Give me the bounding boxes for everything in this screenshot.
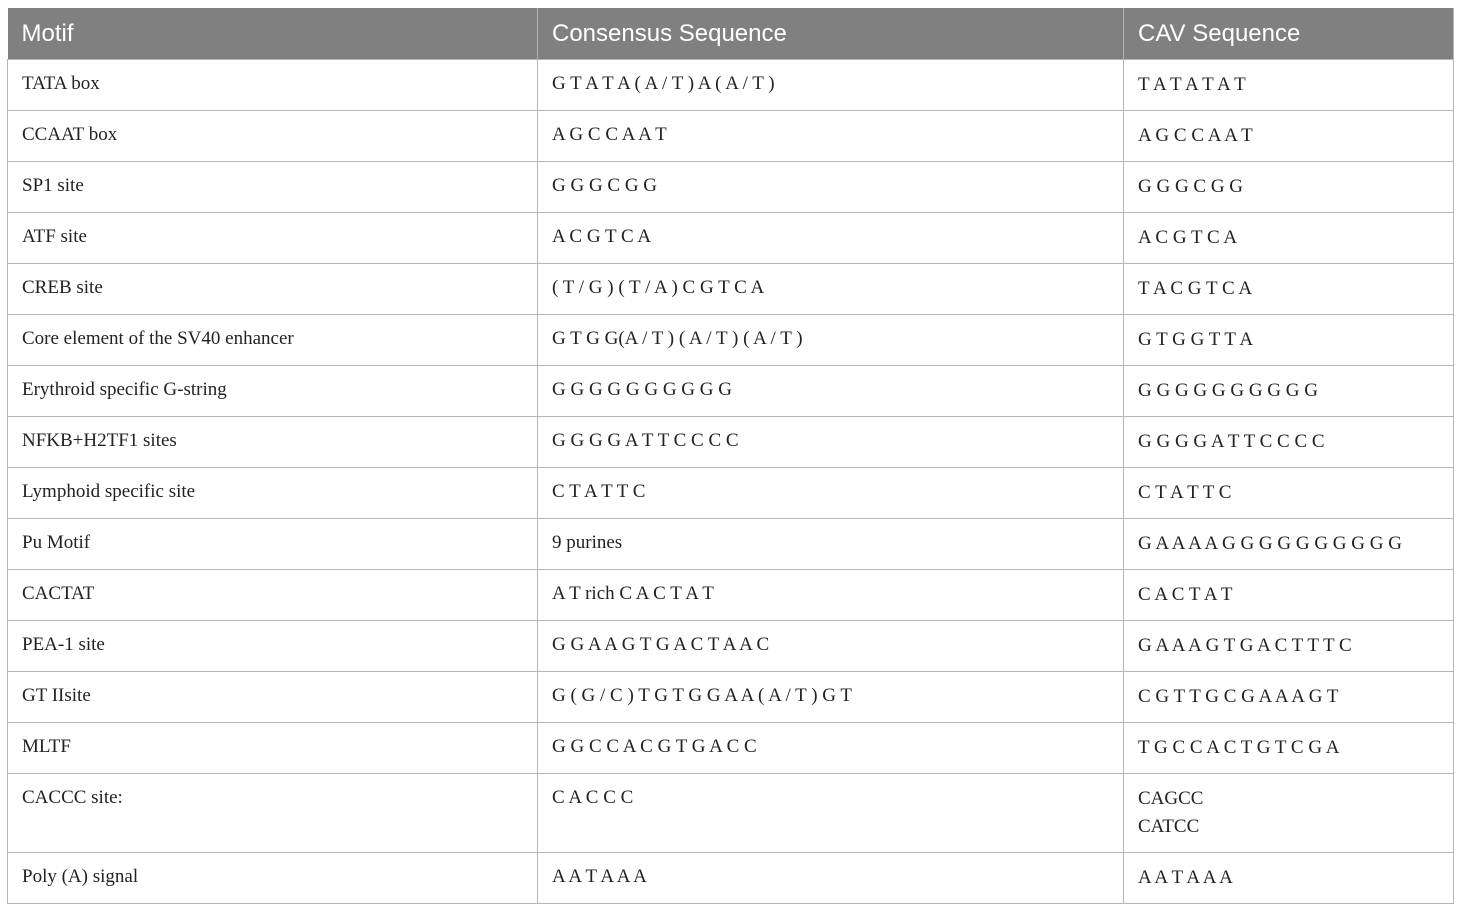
- motif-cell: Pu Motif: [8, 519, 538, 570]
- table-row: [8, 621, 1454, 672]
- header-motif: Motif: [8, 8, 538, 60]
- motif-cell: PEA-1 site: [8, 621, 538, 672]
- cav-sequence-cell: [1124, 621, 1454, 672]
- cav-sequence-cell: [1124, 366, 1454, 417]
- motif-cell: MLTF: [8, 723, 538, 774]
- cav-sequence-cell: [1124, 162, 1454, 213]
- motif-cell: Erythroid specific G-string: [8, 366, 538, 417]
- consensus-sequence-cell: G G C C A C G T G A C C: [538, 723, 1124, 774]
- cav-sequence-line: T A T A T A T: [1138, 74, 1246, 95]
- cav-sequence-line: G G G G A T T C C C C: [1138, 431, 1325, 452]
- table-row: [8, 468, 1454, 519]
- consensus-sequence-cell: A G C C A A T: [538, 111, 1124, 162]
- cav-sequence-cell: [1124, 723, 1454, 774]
- cav-sequence-line: G G G C G G: [1138, 176, 1244, 197]
- table-row: [8, 315, 1454, 366]
- cav-sequence-cell: [1124, 853, 1454, 904]
- consensus-sequence-cell: G G G C G G: [538, 162, 1124, 213]
- cav-sequence-cell: [1124, 417, 1454, 468]
- consensus-sequence-cell: G G G G A T T C C C C: [538, 417, 1124, 468]
- cav-sequence-line: G A A A A G G G G G G G G G G: [1138, 533, 1402, 554]
- motif-cell: CACCC site:: [8, 774, 538, 853]
- cav-sequence-line: T A C G T C A: [1138, 278, 1253, 299]
- cav-sequence-line: A C G T C A: [1138, 227, 1238, 248]
- cav-sequence-line: G T G G T T A: [1138, 329, 1254, 350]
- consensus-sequence-cell: C T A T T C: [538, 468, 1124, 519]
- cav-sequence-cell: [1124, 519, 1454, 570]
- cav-sequence-line: A G C C A A T: [1138, 125, 1253, 146]
- table-row: [8, 570, 1454, 621]
- cav-sequence-line: CATCC: [1138, 816, 1200, 837]
- cav-sequence-line: G G G G G G G G G G: [1138, 380, 1318, 401]
- motif-table: [7, 8, 1454, 904]
- table-row: [8, 264, 1454, 315]
- table-row: [8, 853, 1454, 904]
- table-row: [8, 60, 1454, 111]
- cav-sequence-cell: [1124, 264, 1454, 315]
- table-row: [8, 519, 1454, 570]
- table-row: [8, 723, 1454, 774]
- motif-cell: CREB site: [8, 264, 538, 315]
- consensus-sequence-cell: ( T / G ) ( T / A ) C G T C A: [538, 264, 1124, 315]
- cav-sequence-cell: [1124, 570, 1454, 621]
- consensus-sequence-cell: G ( G / C ) T G T G G A A ( A / T ) G T: [538, 672, 1124, 723]
- cav-sequence-cell: [1124, 672, 1454, 723]
- table-row: [8, 417, 1454, 468]
- motif-cell: TATA box: [8, 60, 538, 111]
- header-row: [8, 8, 1454, 60]
- motif-cell: Lymphoid specific site: [8, 468, 538, 519]
- cav-sequence-cell: [1124, 60, 1454, 111]
- consensus-sequence-cell: A T rich C A C T A T: [538, 570, 1124, 621]
- motif-cell: ATF site: [8, 213, 538, 264]
- cav-sequence-line: C G T T G C G A A A G T: [1138, 686, 1339, 707]
- cav-sequence-line: T G C C A C T G T C G A: [1138, 737, 1340, 758]
- table-row: [8, 366, 1454, 417]
- motif-cell: Core element of the SV40 enhancer: [8, 315, 538, 366]
- motif-table-container: [7, 8, 1453, 904]
- cav-sequence-line: C T A T T C: [1138, 482, 1232, 503]
- cav-sequence-cell: [1124, 315, 1454, 366]
- header-cav-sequence: CAV Sequence: [1124, 8, 1454, 60]
- header-consensus-sequence: Consensus Sequence: [538, 8, 1124, 60]
- consensus-sequence-cell: G G A A G T G A C T A A C: [538, 621, 1124, 672]
- motif-cell: CACTAT: [8, 570, 538, 621]
- motif-cell: NFKB+H2TF1 sites: [8, 417, 538, 468]
- cav-sequence-cell: [1124, 213, 1454, 264]
- cav-sequence-line: C A C T A T: [1138, 584, 1233, 605]
- cav-sequence-line: CAGCC: [1138, 788, 1204, 809]
- motif-cell: Poly (A) signal: [8, 853, 538, 904]
- table-row: [8, 111, 1454, 162]
- consensus-sequence-cell: 9 purines: [538, 519, 1124, 570]
- consensus-sequence-cell: A A T A A A: [538, 853, 1124, 904]
- table-row: [8, 672, 1454, 723]
- table-header: [8, 8, 1454, 60]
- consensus-sequence-cell: A C G T C A: [538, 213, 1124, 264]
- consensus-sequence-cell: C A C C C: [538, 774, 1124, 853]
- consensus-sequence-cell: G T G G(A / T ) ( A / T ) ( A / T ): [538, 315, 1124, 366]
- consensus-sequence-cell: G G G G G G G G G G: [538, 366, 1124, 417]
- table-row: [8, 774, 1454, 853]
- cav-sequence-cell: [1124, 774, 1454, 853]
- motif-cell: GT IIsite: [8, 672, 538, 723]
- cav-sequence-line: G A A A G T G A C T T T C: [1138, 635, 1352, 656]
- cav-sequence-cell: [1124, 468, 1454, 519]
- table-row: [8, 213, 1454, 264]
- cav-sequence-cell: [1124, 111, 1454, 162]
- motif-cell: CCAAT box: [8, 111, 538, 162]
- table-row: [8, 162, 1454, 213]
- cav-sequence-line: A A T A A A: [1138, 867, 1233, 888]
- consensus-sequence-cell: G T A T A ( A / T ) A ( A / T ): [538, 60, 1124, 111]
- table-body: [8, 60, 1454, 904]
- motif-cell: SP1 site: [8, 162, 538, 213]
